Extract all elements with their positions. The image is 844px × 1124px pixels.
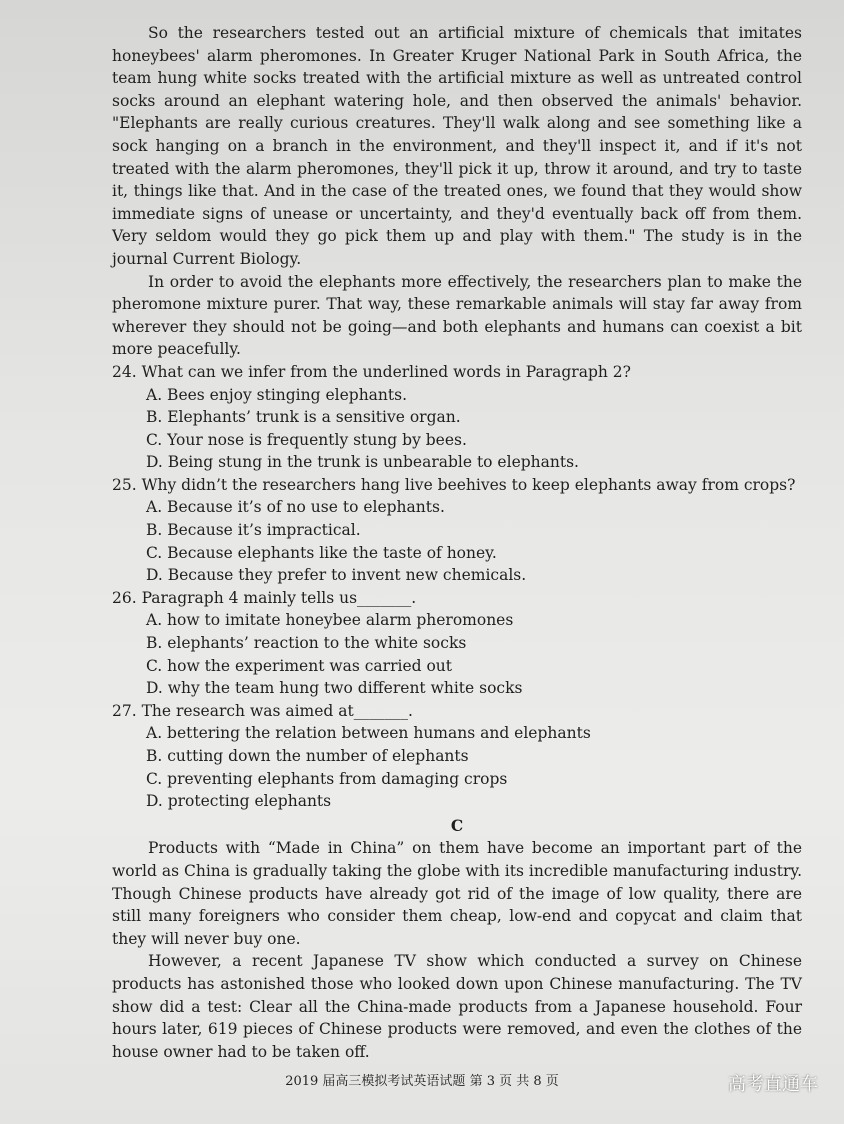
option-d: D. Because they prefer to invent new chemicals. [146, 566, 527, 585]
section-label: C [450, 815, 464, 835]
option-c: C. Your nose is frequently stung by bees. [146, 430, 467, 449]
question-stem: 24. What can we infer from the underlined words in Paragraph 2? [112, 362, 631, 381]
option-a: A. bettering the relation between humans and elephants [146, 724, 591, 743]
question-stem: 27. The research was aimed at_______. [112, 701, 413, 720]
watermark-text: 高考直通车 [728, 1074, 818, 1095]
passage-c-paragraph-2: However, a recent Japanese TV show which conducted a survey on Chinese products has astonished those who looked down upon Chinese manufacturing. The TV show did a test: Clear all the China-made products from a Japanese household. Four hours later, 619 pieces of Chinese products were removed, and even the clothes of the house owner had to be taken off. [112, 952, 802, 1061]
option-d: D. why the team hung two different white socks [146, 679, 523, 698]
option-d: D. protecting elephants [146, 792, 332, 811]
option-a: A. Bees enjoy stinging elephants. [146, 385, 408, 404]
paragraph-4: In order to avoid the elephants more effectively, the researchers plan to make the pheromone mixture purer. That way, these remarkable animals will stay far away from wherever they should not be going—and both elephants and humans can coexist a bit more peacefully. [112, 272, 802, 359]
question-27 [112, 700, 802, 813]
option-c: C. Because elephants like the taste of honey. [146, 543, 497, 562]
option-d: D. Being stung in the trunk is unbearable to elephants. [146, 453, 579, 472]
passage-c-paragraph-1: Products with “Made in China” on them have become an important part of the world as China is gradually taking the globe with its incredible manufacturing industry. Though Chinese products have already got rid of the image of low quality, there are still many foreigners who consider them cheap, low-end and copycat and claim that they will never buy one. [112, 839, 802, 948]
option-b: B. Because it’s impractical. [146, 521, 361, 540]
page-footer: 2019 届高三模拟考试英语试题 第 3 页 共 8 页 [285, 1074, 559, 1089]
paragraph-3: So the researchers tested out an artificial mixture of chemicals that imitates honeybees' alarm pheromones. In Greater Kruger National Park in South Africa, the team hung white socks treated with the artificial mixture as well as untreated control socks around an elephant watering hole, and then observed the animals' behavior. "Elephants are really curious creatures. They'll walk along and see something like a sock hanging on a branch in the environment, and they'll inspect it, and if it's not treated with the alarm pheromones, they'll pick it up, throw it around, and try to taste it, things like that. And in the case of the treated ones, we found that they would show immediate signs of unease or uncertainty, and they'd eventually back off from them. Very seldom would they go pick them up and play with them." The study is in the journal Current Biology. [112, 24, 802, 268]
option-b: B. elephants’ reaction to the white socks [146, 634, 467, 653]
option-a: A. Because it’s of no use to elephants. [146, 498, 445, 517]
question-stem: 26. Paragraph 4 mainly tells us_______. [112, 588, 417, 607]
question-26 [112, 587, 802, 700]
question-stem: 25. Why didn’t the researchers hang live beehives to keep elephants away from crops? [112, 475, 796, 494]
option-b: B. Elephants’ trunk is a sensitive organ. [146, 408, 461, 427]
question-25 [112, 474, 802, 587]
option-c: C. how the experiment was carried out [146, 656, 453, 675]
option-b: B. cutting down the number of elephants [146, 747, 469, 765]
option-c: C. preventing elephants from damaging crops [146, 769, 508, 788]
question-24 [112, 361, 802, 474]
option-a: A. how to imitate honeybee alarm pheromones [146, 611, 514, 630]
page-content [112, 22, 802, 1063]
